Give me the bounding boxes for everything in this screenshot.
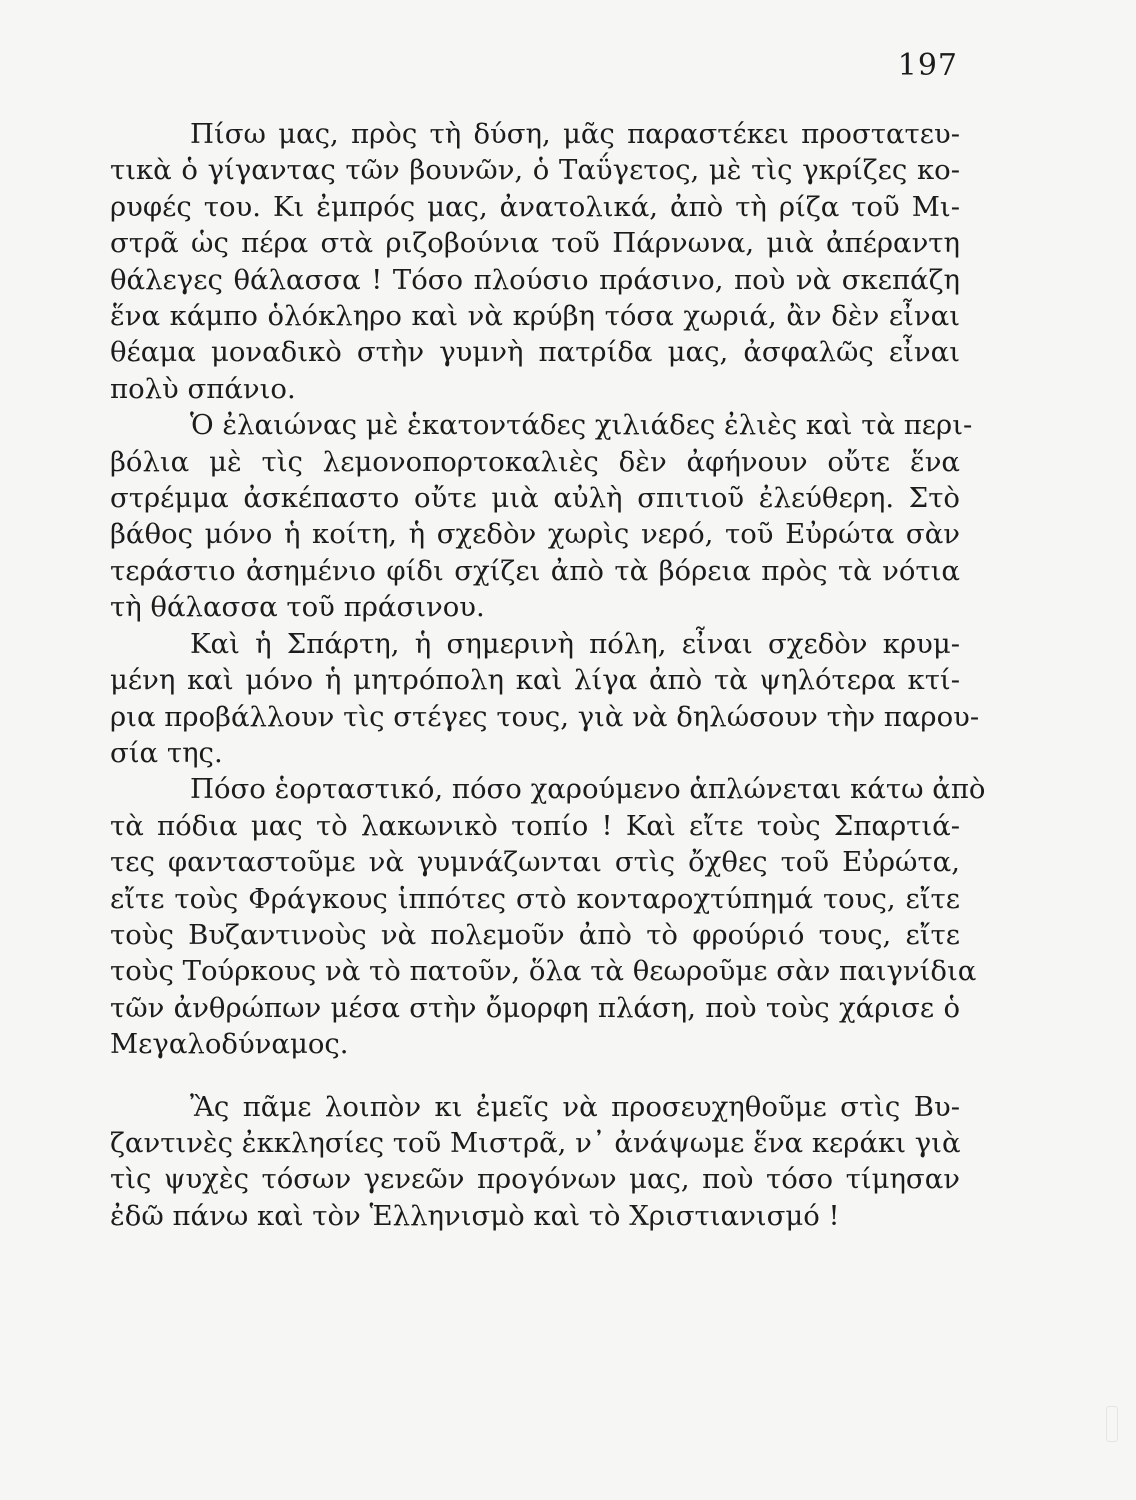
- text-line: τὶς ψυχὲς τόσων γενεῶν προγόνων μας, ποὺ τόσο τίμησαν: [110, 1163, 960, 1196]
- text-line: τοὺς Βυζαντινοὺς νὰ πολεμοῦν ἀπὸ τὸ φρούριό τους, εἴτε: [110, 918, 960, 951]
- text-line: τοὺς Τούρκους νὰ τὸ πατοῦν, ὅλα τὰ θεωροῦμε σὰν παιγνίδια: [110, 955, 977, 988]
- text-line: ζαντινὲς ἐκκλησίες τοῦ Μιστρᾶ, ν᾽ ἀνάψωμε ἕνα κεράκι γιὰ: [110, 1126, 961, 1159]
- text-line: μένη καὶ μόνο ἡ μητρόπολη καὶ λίγα ἀπὸ τὰ ψηλότερα κτί-: [110, 664, 960, 697]
- text-line: βόλια μὲ τὶς λεμονοπορτοκαλιὲς δὲν ἀφήνουν οὔτε ἕνα: [110, 445, 960, 478]
- text-line: ἐδῶ πάνω καὶ τὸν Ἑλληνισμὸ καὶ τὸ Χριστιανισμό !: [110, 1199, 840, 1232]
- text-line: τὰ πόδια μας τὸ λακωνικὸ τοπίο ! Καὶ εἴτε τοὺς Σπαρτιά-: [110, 809, 960, 842]
- text-line: εἴτε τοὺς Φράγκους ἱππότες στὸ κονταροχτύπημά τους, εἴτε: [110, 882, 960, 915]
- text-line: Καὶ ἡ Σπάρτη, ἡ σημερινὴ πόλη, εἶναι σχεδὸν κρυμ-: [190, 627, 960, 660]
- paragraph: [110, 771, 986, 1062]
- text-line: τικὰ ὁ γίγαντας τῶν βουνῶν, ὁ Ταΰγετος, μὲ τὶς γκρίζες κο-: [110, 154, 960, 187]
- text-line: τῶν ἀνθρώπων μέσα στὴν ὄμορφη πλάση, ποὺ τοὺς χάρισε ὁ: [110, 991, 960, 1024]
- paragraph-spacer: [110, 1063, 960, 1089]
- paragraph: [110, 116, 960, 407]
- text-line: Πόσο ἑορταστικό, πόσο χαρούμενο ἁπλώνεται κάτω ἀπὸ: [190, 773, 986, 806]
- text-line: σία της.: [110, 736, 223, 769]
- paragraph: [110, 626, 980, 772]
- paragraph: [110, 1089, 960, 1235]
- text-line: Μεγαλοδύναμος.: [110, 1028, 349, 1061]
- text-line: στρᾶ ὡς πέρα στὰ ριζοβούνια τοῦ Πάρνωνα, μιὰ ἀπέραντη: [110, 227, 960, 260]
- text-line: θέαμα μοναδικὸ στὴν γυμνὴ πατρίδα μας, ἀσφαλῶς εἶναι: [110, 336, 960, 369]
- text-line: πολὺ σπάνιο.: [110, 372, 296, 405]
- text-line: βάθος μόνο ἡ κοίτη, ἡ σχεδὸν χωρὶς νερό, τοῦ Εὐρώτα σὰν: [110, 518, 960, 551]
- text-line: τὴ θάλασσα τοῦ πράσινου.: [110, 591, 485, 624]
- text-line: ρυφές του. Κι ἐμπρός μας, ἀνατολικά, ἀπὸ τὴ ρίζα τοῦ Μι-: [110, 190, 960, 223]
- page-number: 197: [897, 48, 958, 83]
- text-line: Πίσω μας, πρὸς τὴ δύση, μᾶς παραστέκει προστατευ-: [190, 118, 960, 150]
- text-line: ἕνα κάμπο ὁλόκληρο καὶ νὰ κρύβη τόσα χωριά, ἂν δὲν εἶναι: [110, 300, 960, 333]
- page-edge-mark: [1106, 1406, 1118, 1442]
- text-line: τεράστιο ἀσημένιο φίδι σχίζει ἀπὸ τὰ βόρεια πρὸς τὰ νότια: [110, 554, 960, 587]
- body-text: [110, 116, 986, 1234]
- text-line: στρέμμα ἀσκέπαστο οὔτε μιὰ αὐλὴ σπιτιοῦ ἐλεύθερη. Στὸ: [110, 482, 960, 515]
- text-line: θάλεγες θάλασσα ! Τόσο πλούσιο πράσινο, ποὺ νὰ σκεπάζη: [110, 263, 960, 296]
- text-line: Ἂς πᾶμε λοιπὸν κι ἐμεῖς νὰ προσευχηθοῦμε στὶς Βυ-: [190, 1090, 960, 1123]
- paragraph: [110, 407, 973, 625]
- text-line: ρια προβάλλουν τὶς στέγες τους, γιὰ νὰ δηλώσουν τὴν παρου-: [110, 700, 980, 733]
- text-line: Ὁ ἐλαιώνας μὲ ἑκατοντάδες χιλιάδες ἐλιὲς καὶ τὰ περι-: [190, 409, 973, 442]
- text-line: τες φανταστοῦμε νὰ γυμνάζωνται στὶς ὄχθες τοῦ Εὐρώτα,: [110, 846, 960, 879]
